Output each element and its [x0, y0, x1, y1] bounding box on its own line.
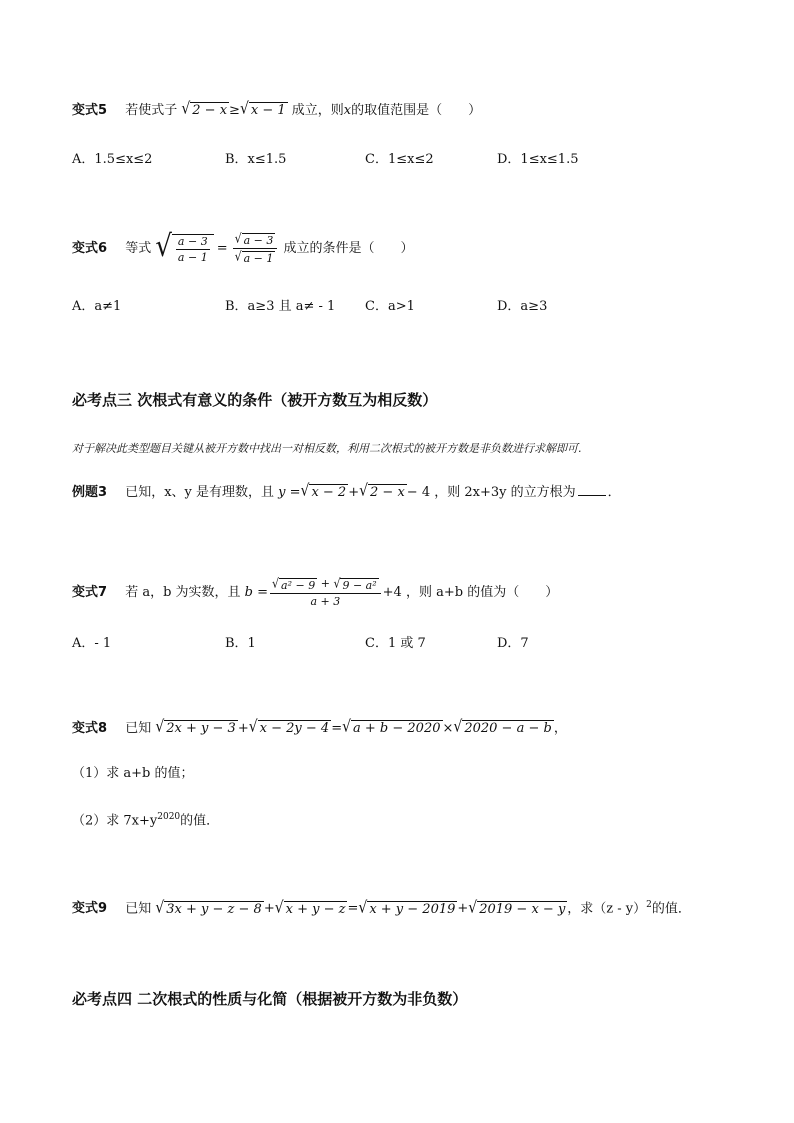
section-heading-3: 必考点三 次根式有意义的条件（被开方数互为相反数）	[72, 391, 438, 409]
option-b[interactable]: B．1	[225, 636, 256, 651]
v8-question-1: （1）求 a+b 的值；	[72, 766, 194, 781]
exercise-label: 变式8	[72, 720, 108, 736]
option-b[interactable]: B．a≥3 且 a≠ - 1	[225, 299, 336, 314]
option-c[interactable]: C．a>1	[365, 299, 415, 314]
exercise-v8-stem: 变式8 已知 √ 2x + y − 3 + √ x − 2y − 4 = √ a + b − 2020 × √ 2020 − a − b ，	[72, 717, 567, 737]
exercise-label: 变式7	[72, 585, 108, 601]
exercise-label: 变式9	[72, 901, 108, 917]
option-a[interactable]: A．1.5≤x≤2	[72, 152, 153, 167]
option-d[interactable]: D．1≤x≤1.5	[497, 152, 579, 167]
exercise-v7-stem: 变式7 若 a，b 为实数，且 b = √ a² − 9 + √ 9 − a² a + 3 +4 ，则 a+b 的值为（ ）	[72, 575, 559, 609]
option-b[interactable]: B．x≤1.5	[225, 152, 287, 167]
radical-expression: y = √ x − 2 + √ 2 − x − 4	[278, 481, 431, 501]
radical-equation: √ 3x + y − z − 8 + √ x + y − z = √ x + y − 2019 + √ 2019 − x − y	[155, 898, 566, 917]
v8-question-2: （2）求 $7x+y^{2020}$的值．	[72, 812, 220, 829]
radical-expression: √ 2 − x ≥ √ x − 1	[181, 99, 286, 119]
exercise-v6-options	[72, 295, 722, 315]
exercise-label: 变式5	[72, 102, 108, 118]
radical-equation: √ 2x + y − 3 + √ x − 2y − 4 = √ a + b − 2020 × √ 2020 − a − b	[155, 717, 552, 737]
exercise-v9-stem: 变式9 已知 √ 3x + y − z − 8 + √ x + y − z = √ x + y − 2019 + √ 2019 − x − y ，求（z - y）$^2$的值．	[72, 898, 691, 917]
exercise-v7-options	[72, 632, 722, 652]
option-c[interactable]: C．1 或 7	[365, 636, 426, 651]
section-heading-4: 必考点四 二次根式的性质与化简（根据被开方数为非负数）	[72, 990, 468, 1008]
exercise-v6-stem: 变式6 等式 √ $\frac{a - 3}{a - 1}$ = √ a − 3 √ a − 1 成立的条件是（ ）	[72, 228, 414, 266]
example-3-stem: 例题3 已知，x、y 是有理数，且 y = √ x − 2 + √ 2 − x − 4 ，则 2x+3y 的立方根为 ．	[72, 481, 621, 501]
answer-blank[interactable]	[578, 495, 606, 496]
example-label: 例题3	[72, 484, 108, 500]
section-3-note: 对于解决此类型题目关键从被开方数中找出一对相反数，利用二次根式的被开方数是非负数进行求解即可.	[72, 442, 582, 455]
option-a[interactable]: A．- 1	[72, 636, 112, 651]
fraction-expression: b = √ a² − 9 + √ 9 − a² a + 3 +4	[244, 575, 402, 609]
option-d[interactable]: D．a≥3	[497, 299, 548, 314]
option-c[interactable]: C．1≤x≤2	[365, 152, 434, 167]
exercise-v5-stem: 变式5 若使式子 √ 2 − x ≥ √ x − 1 成立，则x的取值范围是（ ）	[72, 99, 482, 119]
option-d[interactable]: D．7	[497, 636, 529, 651]
exercise-v5-options	[72, 148, 722, 168]
radical-fraction-equation: √ $\frac{a - 3}{a - 1}$ = √ a − 3 √ a − 1	[155, 232, 279, 265]
exercise-label: 变式6	[72, 241, 108, 257]
option-a[interactable]: A．a≠1	[72, 299, 122, 314]
